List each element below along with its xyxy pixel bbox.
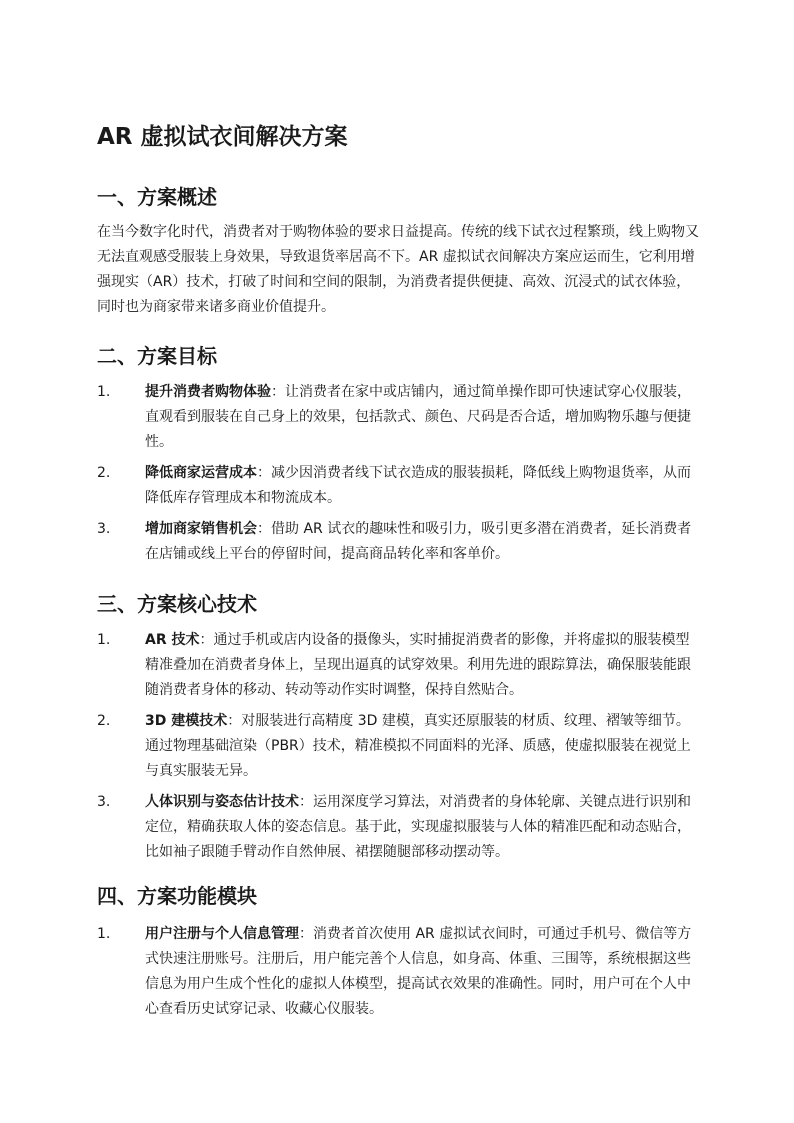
list-item-label: 增加商家销售机会 xyxy=(145,521,257,537)
list-item xyxy=(97,790,701,865)
list-item xyxy=(97,709,701,784)
list-number: 2. xyxy=(97,465,111,481)
list-item-label: 3D 建模技术 xyxy=(145,713,228,729)
modules-list xyxy=(97,922,701,1028)
list-item-label: 人体识别与姿态估计技术 xyxy=(145,794,299,810)
list-item-label: 降低商家运营成本 xyxy=(145,465,257,481)
section-heading-goals: 二、方案目标 xyxy=(97,344,217,368)
section-heading-core-tech: 三、方案核心技术 xyxy=(97,592,257,616)
list-item-label: 用户注册与个人信息管理 xyxy=(145,926,299,942)
list-item-label: AR 技术 xyxy=(145,632,200,648)
list-number: 1. xyxy=(97,384,111,400)
list-item xyxy=(97,380,701,455)
list-item xyxy=(97,517,701,567)
overview-paragraph: 在当今数字化时代，消费者对于购物体验的要求日益提高。传统的线下试衣过程繁琐，线上购物又无法直观感受服装上身效果，导致退货率居高不下。AR 虚拟试衣间解决方案应运而生，它利用增强现实（AR）技术，打破了时间和空间的限制，为消费者提供便捷、高效、沉浸式的试衣体验，同时也为商家带来诸多商业价值提升。 xyxy=(97,224,699,315)
list-number: 1. xyxy=(97,632,111,648)
list-item xyxy=(97,628,701,703)
list-item-label: 提升消费者购物体验 xyxy=(145,384,271,400)
document-title: AR 虚拟试衣间解决方案 xyxy=(97,124,348,150)
list-item-text: ：消费者首次使用 AR 虚拟试衣间时，可通过手机号、微信等方式快速注册账号。注册后，用户能完善个人信息，如身高、体重、三围等，系统根据这些信息为用户生成个性化的虚拟人体模型，提高试衣效果的准确性。同时，用户可在个人中心查看历史试穿记录、收藏心仪服装。 xyxy=(145,926,692,1017)
list-number: 2. xyxy=(97,713,111,729)
list-number: 1. xyxy=(97,926,111,942)
list-number: 3. xyxy=(97,794,111,810)
list-item-text: ：通过手机或店内设备的摄像头，实时捕捉消费者的影像，并将虚拟的服装模型精准叠加在消费者身体上，呈现出逼真的试穿效果。利用先进的跟踪算法，确保服装能跟随消费者身体的移动、转动等动作实时调整，保持自然贴合。 xyxy=(145,632,691,698)
list-item-text: ：让消费者在家中或店铺内，通过简单操作即可快速试穿心仪服装，直观看到服装在自己身上的效果，包括款式、颜色、尺码是否合适，增加购物乐趣与便捷性。 xyxy=(145,384,691,450)
list-number: 3. xyxy=(97,521,111,537)
section-heading-overview: 一、方案概述 xyxy=(97,185,217,209)
list-item xyxy=(97,922,701,1022)
list-item xyxy=(97,461,701,511)
section-heading-modules: 四、方案功能模块 xyxy=(97,884,257,908)
list-item-text: ：运用深度学习算法，对消费者的身体轮廓、关键点进行识别和定位，精确获取人体的姿态信息。基于此，实现虚拟服装与人体的精准匹配和动态贴合，比如袖子跟随手臂动作自然伸展、裙摆随腿部移动摆动等。 xyxy=(145,794,691,860)
list-item-text: ：对服装进行高精度 3D 建模，真实还原服装的材质、纹理、褶皱等细节。通过物理基础渲染（PBR）技术，精准模拟不同面料的光泽、质感，使虚拟服装在视觉上与真实服装无异。 xyxy=(145,713,691,779)
core-tech-list xyxy=(97,628,701,871)
list-item-text: ：减少因消费者线下试衣造成的服装损耗，降低线上购物退货率，从而降低库存管理成本和物流成本。 xyxy=(145,465,691,506)
goals-list xyxy=(97,380,701,573)
list-item-text: ：借助 AR 试衣的趣味性和吸引力，吸引更多潜在消费者，延长消费者在店铺或线上平台的停留时间，提高商品转化率和客单价。 xyxy=(145,521,692,562)
